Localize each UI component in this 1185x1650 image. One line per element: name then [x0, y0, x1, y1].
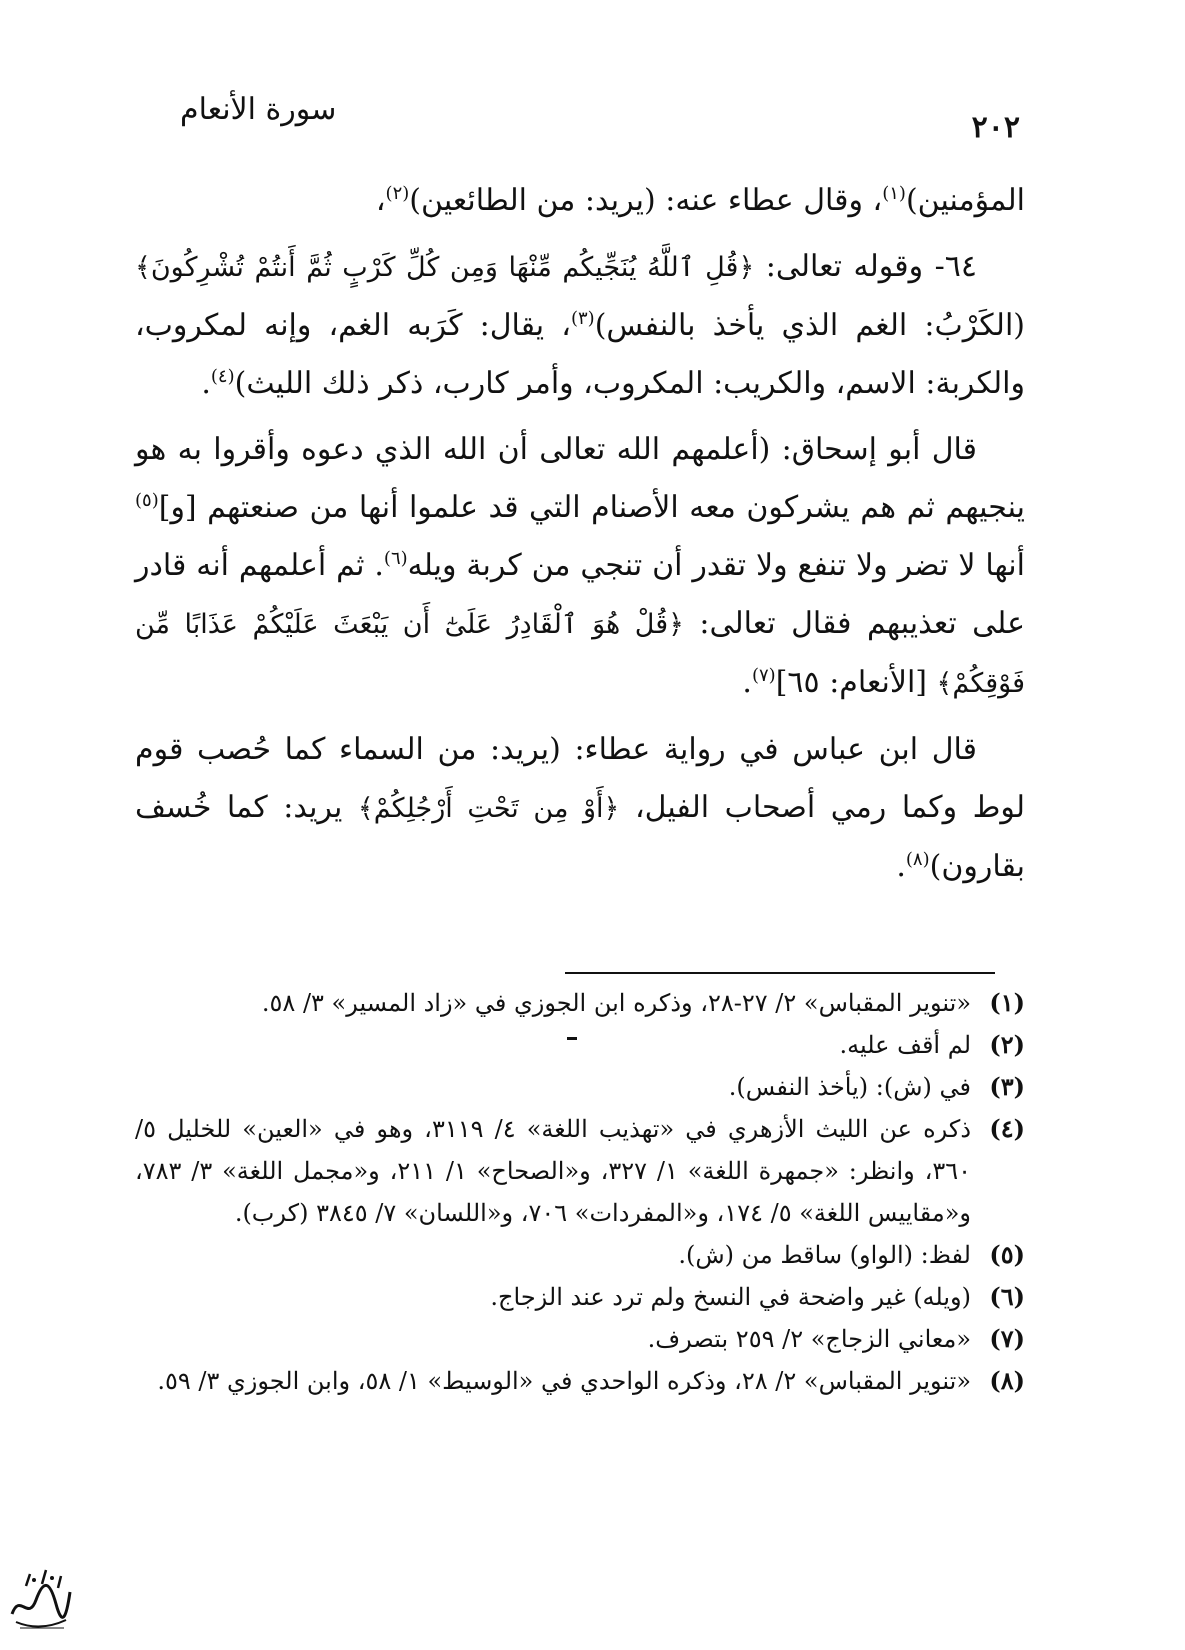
footnote-text: (ويله) غير واضحة في النسخ ولم ترد عند الزجاج. [490, 1283, 971, 1311]
paragraph-3 [135, 421, 1025, 713]
paragraph-4 [135, 721, 1025, 896]
footnote-divider [565, 972, 995, 974]
footnote-ref: (١) [882, 183, 906, 204]
quran-verse: ﴿أَوْ مِن تَحْتِ أَرْجُلِكُمْ﴾ [357, 793, 620, 824]
text-run: قال ابن عباس في رواية عطاء: (يريد: من السماء كما حُصب قوم لوط وكما رمي أصحاب الفيل، [135, 732, 1026, 825]
footnote-text: «تنوير المقباس» ٢/ ٢٧-٢٨، وذكره ابن الجوزي في «زاد المسير» ٣/ ٥٨. [261, 989, 971, 1017]
footnote-ref: (٥) [135, 490, 159, 511]
footnote [135, 1318, 1025, 1360]
footnote-number: (٢) [989, 1030, 1025, 1059]
footnote [135, 1108, 1025, 1234]
footnote [135, 1234, 1025, 1276]
footnote-text: «تنوير المقباس» ٢/ ٢٨، وذكره الواحدي في «الوسيط» ١/ ٥٨، وابن الجوزي ٣/ ٥٩. [157, 1367, 971, 1395]
footnote-number: (٧) [989, 1324, 1025, 1353]
paragraph-2 [135, 238, 1025, 413]
quran-verse: ﴿قُلِ ٱللَّهُ يُنَجِّيكُم مِّنْهَا وَمِن كُلِّ كَرْبٍ ثُمَّ أَنتُمْ تُشْرِكُونَ﴾ [135, 252, 755, 283]
footnote-text: لم أقف عليه. [839, 1031, 971, 1059]
calligraphy-logo-icon [6, 1562, 74, 1634]
footnote-ref: (٣) [570, 308, 595, 329]
footnote-ref: (٦) [383, 548, 408, 569]
footnote-number: (٦) [989, 1282, 1025, 1311]
stray-mark [567, 1037, 577, 1040]
footnote-text: «معاني الزجاج» ٢/ ٢٥٩ بتصرف. [647, 1325, 971, 1353]
text-run: ، وقال عطاء عنه: (يريد: من الطائعين) [409, 183, 883, 218]
text-run: . ثم أعلمهم أنه قادر على تعذيبهم فقال تعالى: [135, 548, 1026, 641]
footnote-ref: (٧) [751, 665, 776, 686]
footnote [135, 1024, 1025, 1066]
text-run: (الكَرْبُ: الغم الذي يأخذ بالنفس) [594, 308, 1025, 343]
paragraph-1 [135, 172, 1025, 230]
text-run: ٦٤- وقوله تعالى: [754, 249, 977, 284]
footnote-ref: (٨) [905, 849, 930, 870]
main-text [135, 172, 1025, 904]
page-header [180, 92, 1020, 152]
text-run: يريد: كما خُسف بقارون) [135, 790, 1025, 884]
text-run: ، [375, 183, 386, 218]
footnote-ref: (٢) [385, 183, 410, 204]
text-run: [الأنعام: ٦٥] [775, 665, 937, 700]
text-run: . [896, 849, 906, 884]
footnotes [135, 982, 1025, 1402]
footnote [135, 982, 1025, 1024]
running-title: سورة الأنعام [180, 92, 337, 127]
text-run: ، يقال: كَرَبه الغم، وإنه لمكروب، والكربة: الاسم، والكريب: المكروب، وأمر كارب، ذكر ذلك الليث) [135, 308, 1025, 401]
text-run: قال أبو إسحاق: (أعلمهم الله تعالى أن الله الذي دعوه وأقروا به هو ينجيهم ثم هم يشركون معه الأصنام التي قد علموا أنها من صنعتهم [و] [135, 432, 1025, 525]
footnote-number: (٣) [989, 1072, 1025, 1101]
footnote-text: في (ش): (يأخذ النفس). [728, 1073, 971, 1101]
footnote-number: (٥) [989, 1240, 1025, 1269]
page-number: ٢٠٢ [971, 110, 1020, 145]
text-run: . [201, 366, 211, 401]
footnote-number: (٨) [989, 1366, 1025, 1395]
footnote [135, 1276, 1025, 1318]
footnote [135, 1360, 1025, 1402]
footnote-ref: (٤) [210, 366, 235, 387]
footnote [135, 1066, 1025, 1108]
quran-verse: ﴿قُلْ هُوَ ٱلْقَادِرُ عَلَىٰٓ أَن يَبْعَثَ عَلَيْكُمْ عَذَابًا مِّن فَوْقِكُمْ﴾ [135, 609, 1025, 699]
text-run: . [742, 665, 752, 700]
footnote-text: ذكره عن الليث الأزهري في «تهذيب اللغة» ٤/ ٣١١٩، وهو في «العين» للخليل ٥/ ٣٦٠، وانظر: «جمهرة اللغة» ١/ ٣٢٧، و«الصحاح» ١/ ٢١١، و«مجمل اللغة» ٣/ ٧٨٣، و«مقاييس اللغة» ٥/ ١٧٤، و«المفردات» ٧٠٦، و«اللسان» ٧/ ٣٨٤٥ (كرب). [135, 1115, 972, 1227]
footnote-number: (١) [989, 988, 1025, 1017]
footnote-text: لفظ: (الواو) ساقط من (ش). [678, 1241, 971, 1269]
text-run: المؤمنين) [905, 183, 1025, 218]
footnote-number: (٤) [989, 1114, 1025, 1143]
text-run: أنها لا تضر ولا تنفع ولا تقدر أن تنجي من كربة ويله [407, 548, 1025, 583]
